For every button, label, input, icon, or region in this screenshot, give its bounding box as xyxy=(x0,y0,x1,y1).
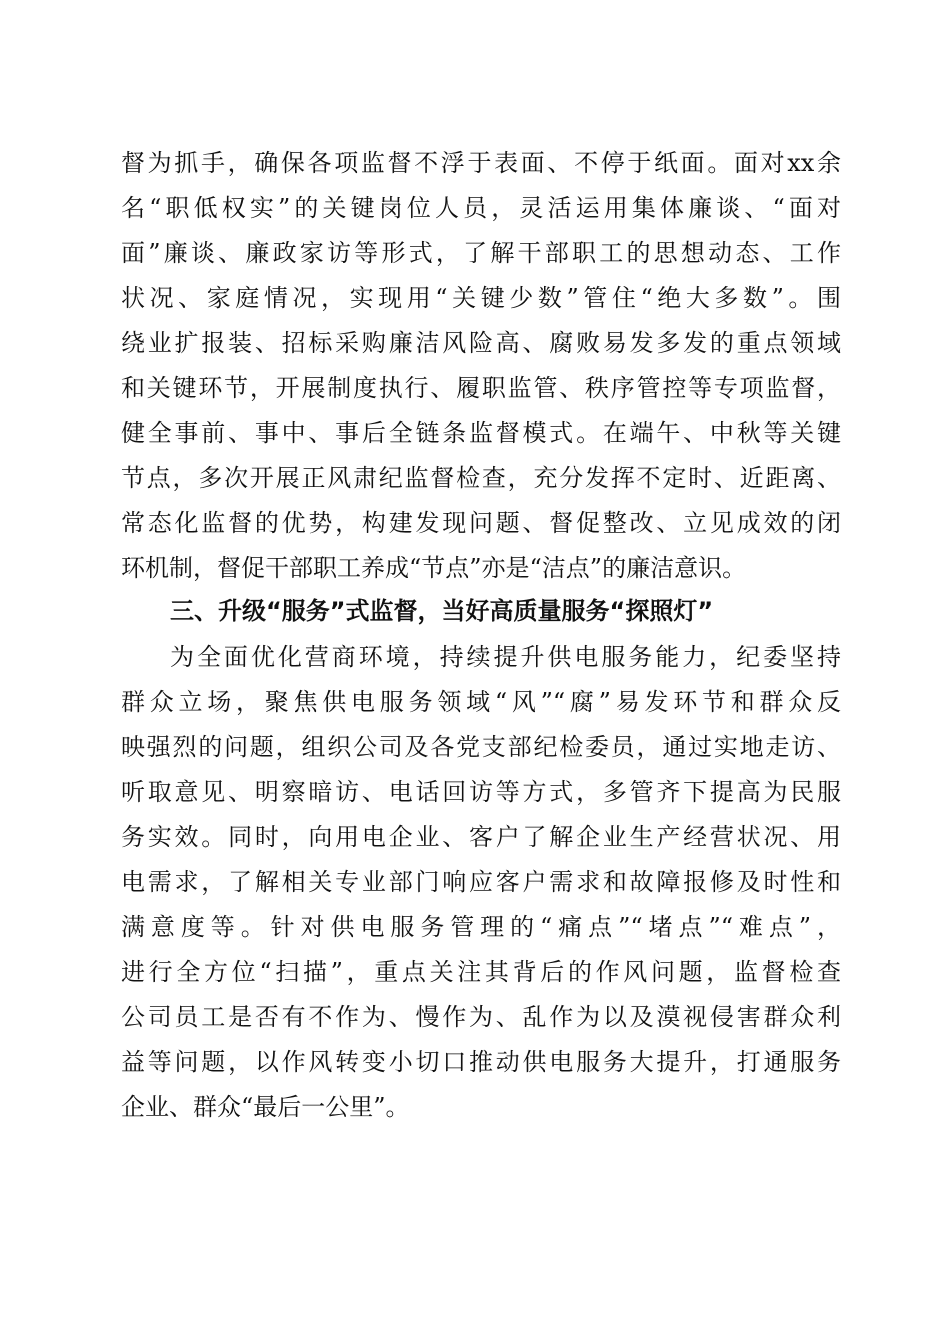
paragraph-line: 督为抓手，确保各项监督不浮于表面、不停于纸面。面对xx余 xyxy=(121,149,841,177)
paragraph-line: 满意度等。针对供电服务管理的“痛点”“堵点”“难点”， xyxy=(121,913,841,941)
paragraph-line: 进行全方位“扫描”，重点关注其背后的作风问题，监督检查 xyxy=(121,958,841,986)
paragraph-line: 电需求，了解相关专业部门响应客户需求和故障报修及时性和 xyxy=(121,868,841,896)
paragraph-line: 映强烈的问题，组织公司及各党支部纪检委员，通过实地走访、 xyxy=(121,733,841,761)
paragraph-line: 健全事前、事中、事后全链条监督模式。在端午、中秋等关键 xyxy=(121,419,841,447)
paragraph-line: 绕业扩报装、招标采购廉洁风险高、腐败易发多发的重点领域 xyxy=(121,329,841,357)
paragraph-line: 听取意见、明察暗访、电话回访等方式，多管齐下提高为民服 xyxy=(121,778,841,806)
paragraph-line: 益等问题，以作风转变小切口推动供电服务大提升，打通服务 xyxy=(121,1048,841,1076)
paragraph-line: 状况、家庭情况，实现用“关键少数”管住“绝大多数”。围 xyxy=(121,284,841,312)
paragraph-line: 节点，多次开展正风肃纪监督检查，充分发挥不定时、近距离、 xyxy=(121,464,841,492)
paragraph-line: 名“职低权实”的关键岗位人员，灵活运用集体廉谈、“面对 xyxy=(121,194,841,222)
paragraph-line: 为全面优化营商环境，持续提升供电服务能力，纪委坚持 xyxy=(170,643,841,671)
paragraph-line: 环机制，督促干部职工养成“节点”亦是“洁点”的廉洁意识。 xyxy=(121,554,747,582)
paragraph-line: 和关键环节，开展制度执行、履职监管、秩序管控等专项监督， xyxy=(121,374,841,402)
paragraph-line: 公司员工是否有不作为、慢作为、乱作为以及漠视侵害群众利 xyxy=(121,1003,841,1031)
paragraph-line: 企业、群众“最后一公里”。 xyxy=(121,1093,410,1121)
paragraph-line: 面”廉谈、廉政家访等形式，了解干部职工的思想动态、工作 xyxy=(121,239,841,267)
paragraph-line: 群众立场，聚焦供电服务领域“风”“腐”易发环节和群众反 xyxy=(121,688,841,716)
paragraph-line: 务实效。同时，向用电企业、客户了解企业生产经营状况、用 xyxy=(121,823,841,851)
paragraph-line: 常态化监督的优势，构建发现问题、督促整改、立见成效的闭 xyxy=(121,509,841,537)
section-heading: 三、升级“服务”式监督，当好高质量服务“探照灯” xyxy=(170,597,714,625)
